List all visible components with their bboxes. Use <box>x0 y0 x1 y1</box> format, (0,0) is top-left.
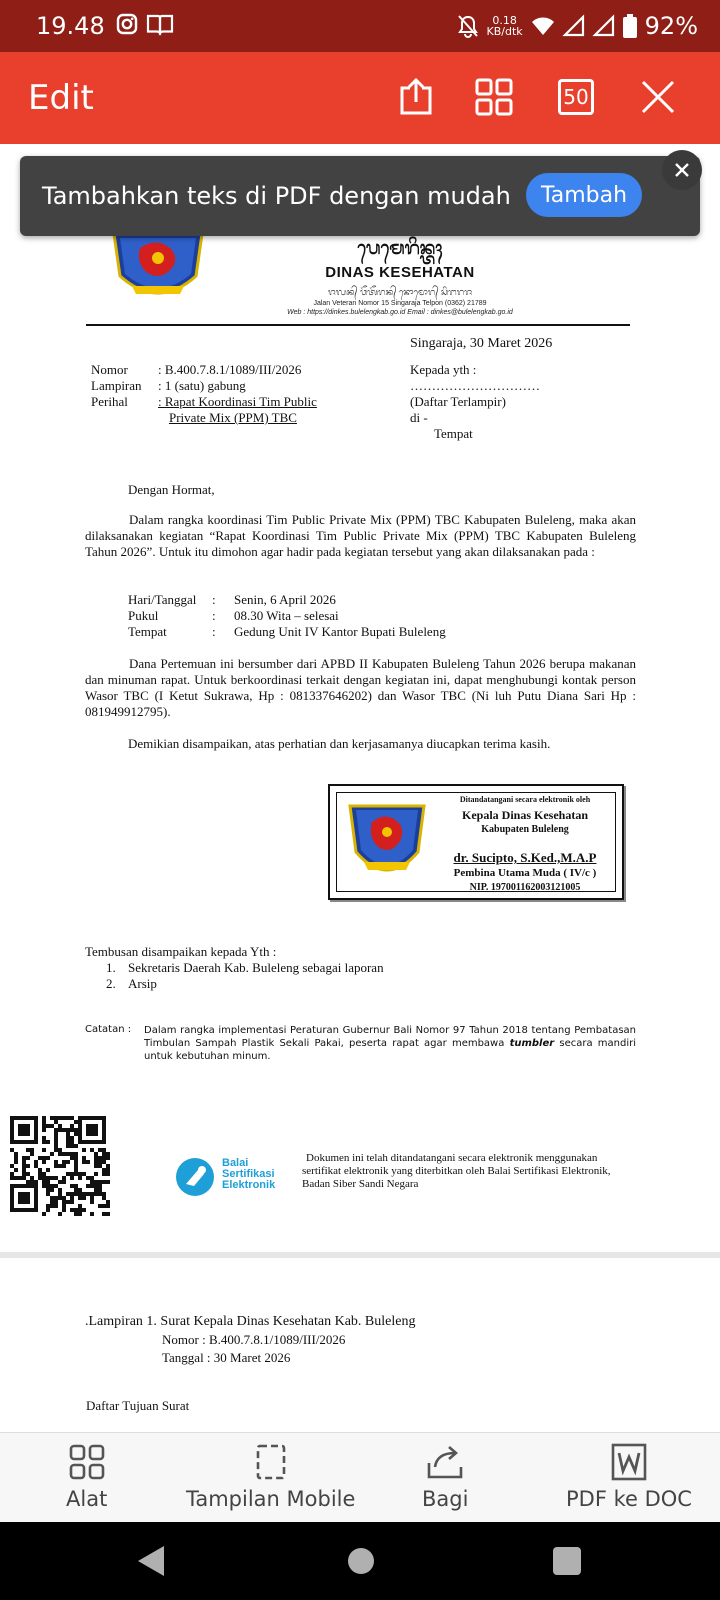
tip-close-button[interactable] <box>662 150 702 190</box>
status-bar <box>0 0 720 52</box>
home-icon[interactable] <box>346 1546 376 1576</box>
upload-icon <box>398 78 434 116</box>
catatan-text: Dalam rangka implementasi Peraturan Gubernur Bali Nomor 97 Tahun 2018 tentang Pembatasan Timbulan Sampah Plastik Sekali Pakai, peserta rapat agar membawa tumbler secara mandiri untuk kebutuhan minum. <box>144 1025 637 1062</box>
pdf-viewer[interactable] <box>0 144 720 1432</box>
grid-view-button[interactable] <box>474 76 514 118</box>
wifi-icon <box>531 15 555 37</box>
status-time: 19.48 <box>36 12 105 40</box>
add-text-tip <box>20 156 700 236</box>
book-icon <box>146 13 174 35</box>
tools-button[interactable] <box>66 1443 107 1511</box>
signer-name: dr. Sucipto, S.Ked.,M.A.P <box>453 850 597 865</box>
signature-line-1: Ditandatangani secara elektronik oleh <box>459 795 591 804</box>
system-nav-bar <box>0 1522 720 1600</box>
pdf-to-doc-label: PDF ke DOC <box>566 1487 692 1511</box>
lampiran-label: Lampiran <box>91 378 142 393</box>
lampiran-tanggal: Tanggal : 30 Maret 2026 <box>162 1350 291 1365</box>
letterhead-dept: DINAS KESEHATAN <box>325 264 475 281</box>
kepada-label: Kepada yth : <box>410 362 477 377</box>
di-label: di - <box>410 410 428 425</box>
letterhead-web: Web : https://dinkes.bulelengkab.go.id Email : dinkes@bulelengkab.go.id <box>287 309 513 316</box>
tembusan-title: Tembusan disampaikan kepada Yth : <box>85 944 277 959</box>
app-bar <box>0 52 720 144</box>
battery-icon <box>623 14 637 38</box>
battery-level: 92% <box>644 12 698 40</box>
page-count-button[interactable] <box>556 76 596 118</box>
letterhead-address: Jalan Veteran Nomor 15 Singaraja Telpon (0362) 21789 <box>313 300 487 307</box>
network-speed: 0.18 KB/dtk <box>486 14 523 38</box>
signal-icon-2 <box>593 15 615 37</box>
signer-rank: Pembina Utama Muda ( IV/c ) <box>453 867 597 879</box>
pukul-value: 08.30 Wita – selesai <box>234 608 339 623</box>
recents-icon[interactable] <box>552 1546 582 1576</box>
letter-date: Singaraja, 30 Maret 2026 <box>410 336 553 351</box>
buleleng-logo <box>110 228 206 308</box>
catatan-label: Catatan : <box>85 1024 132 1035</box>
share-icon <box>425 1443 465 1481</box>
pdf-page-1 <box>0 144 720 1252</box>
nomor-label: Nomor <box>91 362 128 377</box>
letterhead-divider <box>86 324 630 326</box>
lampiran-cut-heading: Daftar Tujuan Surat <box>86 1398 190 1413</box>
page-count: 50 <box>558 79 594 115</box>
e-signature-box <box>328 784 624 900</box>
nomor-value: : B.400.7.8.1/1089/III/2026 <box>158 362 302 377</box>
bsre-logo-text: Balai Sertifikasi Elektronik <box>222 1157 276 1191</box>
tip-text: Tambahkan teks di PDF dengan mudah <box>42 182 511 210</box>
mobile-view-label: Tampilan Mobile <box>186 1487 356 1511</box>
notifications-off-icon <box>457 14 479 38</box>
e-sign-note: Dokumen ini telah ditandatangani secara elektronik menggunakan sertifikat elektronik yang diterbitkan oleh Balai Sertifikasi Elektronik, Badan Siber Sandi Negara <box>302 1152 611 1190</box>
hari-value: Senin, 6 April 2026 <box>234 592 336 607</box>
export-button[interactable] <box>396 76 436 118</box>
letterhead-balinese-sub: ᬚᬮᬦ᭄ ᬯᭂᬢᭂᬭᬦ᭄ ᬦᭀᬫᭀᬭ᭄ ᬲᬶᬗᬭᬚ <box>327 287 473 297</box>
paragraph-1: Dalam rangka koordinasi Tim Public Private Mix (PPM) TBC Kabupaten Buleleng, maka akan dilaksanakan kegiatan “Rapat Koordinasi Tim Public Private Mix (PPM) TBC Kabupaten Buleleng Tahun 2026”. Untuk itu dimohon agar hadir pada kegiatan tersebut yang akan dilaksanakan pada : <box>85 512 636 559</box>
instagram-icon <box>116 13 138 35</box>
word-doc-icon <box>611 1443 647 1481</box>
share-label: Bagi <box>422 1487 469 1511</box>
close-icon <box>641 80 675 114</box>
tools-label: Alat <box>66 1487 108 1511</box>
bsre-logo-icon <box>174 1156 216 1198</box>
tools-icon <box>68 1443 106 1481</box>
tip-add-button[interactable]: Tambah <box>526 173 642 217</box>
close-icon <box>674 162 690 178</box>
salutation: Dengan Hormat, <box>128 482 215 497</box>
mobile-view-icon <box>255 1443 287 1481</box>
lampiran-title: .Lampiran 1. Surat Kepala Dinas Kesehatan Kab. Buleleng <box>85 1314 416 1329</box>
tempat-label: Tempat <box>128 624 167 639</box>
grid-icon <box>475 78 513 116</box>
tempat-tujuan: Tempat <box>434 426 473 441</box>
perihal-label: Perihal <box>91 394 128 409</box>
tempat-value: Gedung Unit IV Kantor Bupati Buleleng <box>234 624 446 639</box>
signature-logo <box>346 800 428 888</box>
hari-label: Hari/Tanggal <box>128 592 197 607</box>
bottom-toolbar <box>0 1432 720 1522</box>
tembusan-item-2: Arsip <box>128 976 157 991</box>
qr-code <box>10 1116 110 1216</box>
tembusan-item-1: Sekretaris Daerah Kab. Buleleng sebagai laporan <box>128 960 384 975</box>
pukul-label: Pukul <box>128 608 159 623</box>
close-button[interactable] <box>638 76 678 118</box>
perihal-value-1: : Rapat Koordinasi Tim Public <box>158 394 317 409</box>
kepada-dots: ………………………… <box>410 378 540 393</box>
pdf-to-doc-button[interactable] <box>566 1443 692 1511</box>
lampiran-nomor: Nomor : B.400.7.8.1/1089/III/2026 <box>162 1332 346 1347</box>
signal-icon <box>563 15 585 37</box>
share-button[interactable] <box>422 1443 468 1511</box>
tempat-colon: : <box>212 624 216 639</box>
mobile-view-button[interactable] <box>186 1443 355 1511</box>
lampiran-value: : 1 (satu) gabung <box>158 378 246 393</box>
tembusan-num-1: 1. <box>106 960 116 975</box>
page-title: Edit <box>28 78 94 118</box>
signature-line-3: Kabupaten Buleleng <box>481 824 569 835</box>
signature-line-2: Kepala Dinas Kesehatan <box>461 808 588 822</box>
letterhead-balinese: ᬧᬾᬫᬾᬭᬶᬦ᭄ᬢᬄ <box>357 238 443 258</box>
perihal-value-2: Private Mix (PPM) TBC <box>169 410 297 425</box>
paragraph-3: Demikian disampaikan, atas perhatian dan kerjasamanya diucapkan terima kasih. <box>128 736 551 751</box>
pukul-colon: : <box>212 608 216 623</box>
signer-nip: NIP. 197001162003121005 <box>469 882 581 893</box>
hari-colon: : <box>212 592 216 607</box>
daftar-terlampir: (Daftar Terlampir) <box>410 394 506 409</box>
back-icon[interactable] <box>136 1544 166 1578</box>
paragraph-2: Dana Pertemuan ini bersumber dari APBD II Kabupaten Buleleng Tahun 2026 berupa makanan dan minuman rapat. Untuk berkoordinasi terkait dengan kegiatan ini, dapat menghubungi kontak person Wasor TBC (I Ketut Sukrawa, Hp : 081337646202) dan Wasor TBC (Ni luh Putu Diana Sari Hp : 081949912795). <box>85 656 636 719</box>
tembusan-num-2: 2. <box>106 976 116 991</box>
